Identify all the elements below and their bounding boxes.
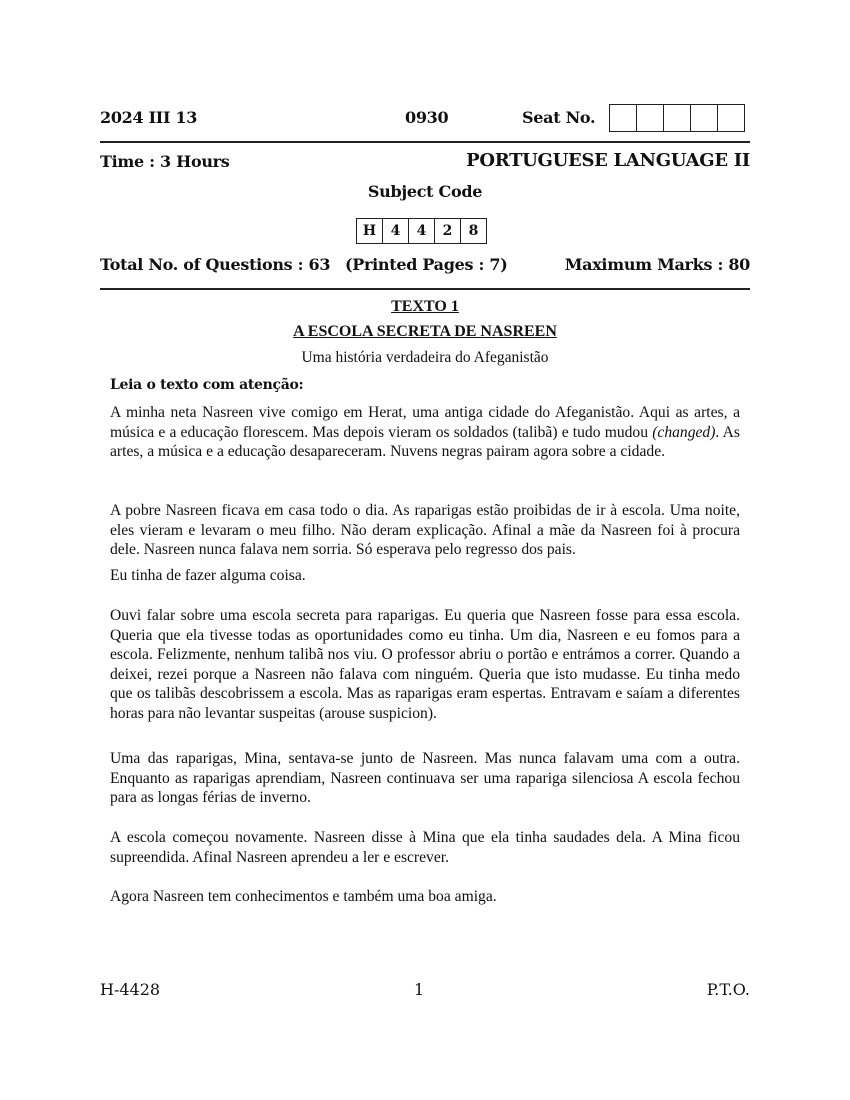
reading-instruction: Leia o texto com atenção: — [110, 377, 304, 393]
maximum-marks: Maximum Marks : 80 — [564, 255, 750, 274]
paragraph-1-text-end: . As artes, a música e a educação desapareceram. Nuvens negras pairam agora sobre a cidade. — [110, 423, 740, 460]
paragraph-7: Agora Nasreen tem conhecimentos e também uma boa amiga. — [110, 888, 497, 905]
header-divider — [100, 141, 750, 143]
subject-code-char: 4 — [383, 219, 409, 243]
subject-code-char: 2 — [435, 219, 461, 243]
subject-code-char: H — [357, 219, 383, 243]
paragraph-1-italic: (changed) — [652, 423, 716, 441]
paragraph-5: Uma das raparigas, Mina, sentava-se junto de Nasreen. Mas nunca falavam uma com a outra. Enquanto as raparigas aprendiam, Nasreen continuava ser uma rapariga silenciosa A escola fechou para as longas férias de inverno. — [110, 750, 740, 806]
time-label: Time : 3 Hours — [100, 152, 230, 171]
paragraph-1 — [110, 403, 740, 462]
printed-pages: (Printed Pages : 7) — [345, 255, 508, 274]
paragraph-4: Ouvi falar sobre uma escola secreta para raparigas. Eu queria que Nasreen fosse para essa escola. Queria que ela tivesse todas as oportunidades como eu tinha. Um dia, Nasreen e eu fomos para a escola. Felizmente, nenhum talibã nos viu. O professor abriu o portão e entrámos a correr. Quando a deixei, rezei porque a Nasreen não falava com ninguém. Queria que isto mudasse. Eu tinha medo que os talibãs descobrissem a escola. Mas as raparigas eram espertas. Entravam e saíam a diferentes horas para não levantar suspeitas (arouse suspicion). — [110, 607, 740, 722]
paragraph-1-text: A minha neta Nasreen vive comigo em Herat, uma antiga cidade do Afeganistão. Aqui as artes, a música e a educação florescem. Mas depois vieram os soldados (talibã) e tudo mudou — [110, 404, 740, 441]
paragraph-3: Eu tinha de fazer alguma coisa. — [110, 567, 306, 584]
header-bottom-divider — [100, 288, 750, 290]
subject-code-label: Subject Code — [367, 182, 483, 201]
subject-code-boxes — [356, 218, 487, 244]
story-subtitle: Uma história verdadeira do Afeganistão — [301, 349, 549, 366]
subject-title: PORTUGUESE LANGUAGE II — [466, 150, 750, 171]
exam-code: 2024 III 13 — [100, 108, 198, 127]
footer-code: H-4428 — [100, 980, 161, 999]
subject-code-char: 8 — [468, 223, 479, 239]
time-code: 0930 — [405, 108, 449, 127]
text-heading: TEXTO 1 — [391, 298, 459, 315]
paragraph-2: A pobre Nasreen ficava em casa todo o dia. As raparigas estão proibidas de ir à escola. Uma noite, eles vieram e levaram o meu filho. Não deram explicação. Afinal a mãe da Nasreen foi à procura dele. Nasreen nunca falava nem sorria. Só esperava pelo regresso dos pais. — [110, 502, 740, 558]
seat-number-boxes[interactable] — [609, 104, 745, 132]
please-turn-over: P.T.O. — [706, 980, 750, 999]
total-questions: Total No. of Questions : 63 — [100, 255, 331, 274]
paragraph-6: A escola começou novamente. Nasreen disse à Mina que ela tinha saudades dela. A Mina ficou supreendida. Afinal Nasreen aprendeu a ler e escrever. — [110, 829, 740, 866]
subject-code-char: 4 — [409, 219, 435, 243]
seat-box[interactable] — [664, 105, 691, 131]
seat-box[interactable] — [718, 105, 744, 131]
seat-box[interactable] — [691, 105, 718, 131]
seat-box[interactable] — [610, 105, 637, 131]
seat-label: Seat No. — [522, 108, 596, 127]
page-number: 1 — [414, 980, 425, 999]
seat-box[interactable] — [637, 105, 664, 131]
story-title: A ESCOLA SECRETA DE NASREEN — [293, 323, 557, 340]
